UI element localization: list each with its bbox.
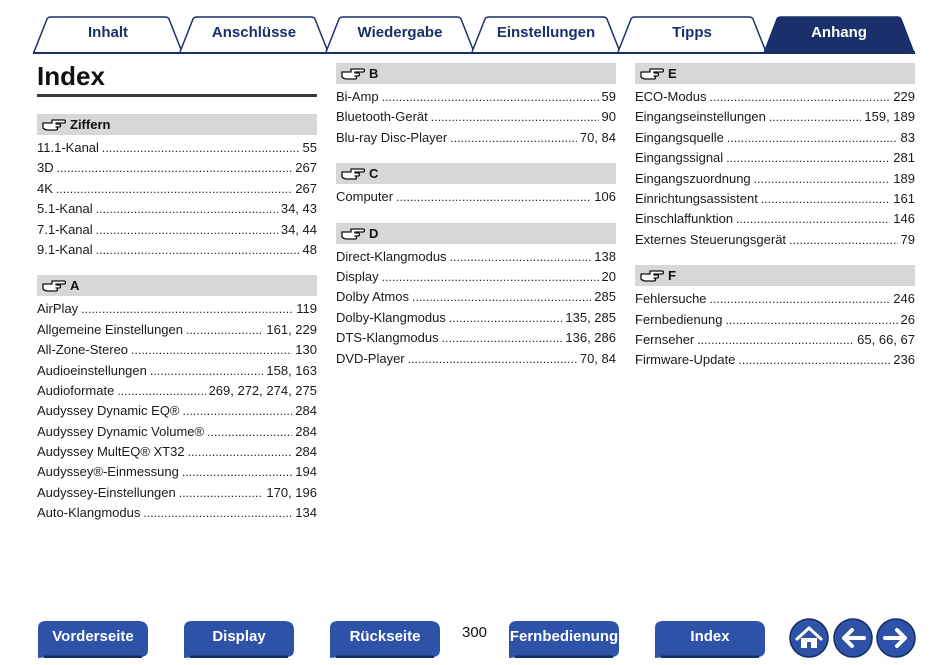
dot-leader [450, 247, 592, 267]
dot-leader [727, 128, 898, 148]
page-reference[interactable]: 267 [295, 160, 317, 176]
dot-leader [186, 320, 263, 340]
index-term: Bi-Amp [336, 89, 379, 104]
index-section [37, 275, 317, 523]
page-reference[interactable]: 34, 44 [280, 221, 317, 237]
remote-control-label: Fernbedienung [509, 628, 619, 645]
index-term: Auto-Klangmodus [37, 505, 141, 521]
dot-leader [96, 199, 278, 219]
tab-label: Anschlüsse [211, 24, 297, 41]
index-term: Direct-Klangmodus [336, 248, 447, 264]
index-term: Fehlersuche [635, 291, 707, 307]
index-entry[interactable] [635, 148, 915, 168]
index-term: 7.1-Kanal [37, 221, 93, 237]
dot-leader [96, 240, 300, 260]
index-term: Computer [336, 189, 394, 205]
index-section [635, 63, 915, 250]
home-button[interactable] [789, 618, 829, 658]
section-heading-label: C [369, 166, 379, 182]
index-term: Bluetooth-Gerät [336, 109, 428, 125]
page-reference[interactable]: 284 [295, 444, 317, 460]
pointing-hand-icon [341, 66, 365, 81]
index-entry[interactable] [336, 328, 616, 348]
index-column-2 [336, 63, 616, 384]
dot-leader [449, 308, 563, 328]
index-term: AirPlay [37, 301, 79, 317]
page-reference[interactable]: 79 [900, 231, 915, 247]
index-term: 4K [37, 180, 53, 196]
index-entry[interactable] [37, 220, 317, 240]
section-heading [336, 163, 616, 184]
page-reference[interactable]: 267 [295, 180, 317, 196]
dot-leader [182, 462, 292, 482]
page-reference[interactable]: 281 [893, 150, 915, 166]
page-title: Index [37, 61, 105, 91]
index-entry[interactable] [635, 87, 915, 107]
index-term: 11.1-Kanal [37, 140, 99, 155]
dot-leader [81, 299, 293, 319]
section-heading [336, 63, 616, 84]
page-reference[interactable]: 246 [893, 291, 915, 307]
page-reference[interactable]: 59 [601, 89, 616, 104]
index-entry[interactable] [336, 247, 616, 267]
tab-label: Einstellungen [496, 24, 596, 41]
index-section [37, 114, 317, 260]
dot-leader [102, 138, 300, 158]
index-term: Fernseher [635, 331, 695, 347]
index-entry[interactable] [635, 350, 915, 370]
dot-leader [188, 442, 293, 462]
dot-leader [150, 361, 264, 381]
section-heading-label: F [668, 268, 676, 284]
dot-leader [183, 401, 293, 421]
section-heading-label: A [70, 278, 80, 294]
dot-leader [697, 330, 854, 350]
index-entry[interactable] [37, 483, 317, 503]
tab-anhang[interactable] [763, 16, 915, 52]
index-entry[interactable] [336, 349, 616, 369]
index-term: Dolby-Klangmodus [336, 309, 446, 325]
forward-button[interactable] [876, 618, 916, 658]
page-reference[interactable]: 194 [295, 464, 317, 480]
index-term: Einschlaffunktion [635, 211, 734, 227]
index-entry[interactable] [37, 199, 317, 219]
dot-leader [769, 107, 862, 127]
index-term: Eingangseinstellungen [635, 109, 766, 125]
index-term: Externes Steuerungsgerät [635, 231, 787, 247]
index-section [336, 163, 616, 207]
index-term: Einrichtungsassistent [635, 190, 758, 206]
index-entry[interactable] [635, 209, 915, 229]
index-column-3 [635, 63, 915, 386]
tab-label: Tipps [672, 24, 712, 41]
index-term: Dolby Atmos [336, 289, 409, 305]
tab-tipps[interactable] [617, 16, 767, 52]
display-label: Display [212, 628, 266, 645]
page-reference[interactable]: 65, 66, 67 [857, 331, 915, 347]
index-term: Eingangszuordnung [635, 170, 751, 186]
title-rule [37, 94, 317, 97]
index-entry[interactable] [635, 189, 915, 209]
dot-leader [56, 179, 292, 199]
page-reference[interactable]: 83 [900, 129, 915, 145]
index-term: Fernbedienung [635, 311, 723, 327]
page-reference[interactable]: 138 [594, 248, 616, 264]
dot-leader [789, 230, 897, 250]
page-reference[interactable]: 136, 286 [565, 330, 616, 346]
dot-leader [382, 87, 599, 107]
dot-leader [450, 128, 577, 148]
page-reference[interactable]: 159, 189 [864, 109, 915, 125]
index-term: Audioeinstellungen [37, 362, 147, 378]
tab-label: Wiedergabe [357, 24, 443, 41]
index-entry[interactable] [37, 179, 317, 199]
index-term: DTS-Klangmodus [336, 330, 439, 346]
display-button[interactable] [184, 620, 294, 658]
index-entry[interactable] [635, 289, 915, 309]
index-entry[interactable] [336, 107, 616, 127]
dot-leader [207, 422, 292, 442]
back-button[interactable] [833, 618, 873, 658]
page-reference[interactable]: 170, 196 [266, 484, 317, 500]
dot-leader [725, 310, 897, 330]
section-heading-label: E [668, 66, 677, 81]
index-entry[interactable] [635, 230, 915, 250]
dot-leader [179, 483, 264, 503]
index-term: Audioformate [37, 382, 115, 398]
pointing-hand-icon [640, 66, 664, 81]
index-entry[interactable] [37, 340, 317, 360]
index-entry[interactable] [37, 422, 317, 442]
index-entry[interactable] [635, 330, 915, 350]
index-term: Firmware-Update [635, 352, 736, 368]
index-button[interactable] [655, 620, 765, 658]
index-section [336, 63, 616, 148]
pointing-hand-icon [42, 117, 66, 132]
dot-leader [761, 189, 890, 209]
index-entry[interactable] [37, 462, 317, 482]
index-entry[interactable] [37, 158, 317, 178]
index-entry[interactable] [37, 381, 317, 401]
index-term: All-Zone-Stereo [37, 342, 129, 358]
section-heading [336, 223, 616, 244]
dot-leader [754, 169, 891, 189]
index-entry[interactable] [336, 128, 616, 148]
index-term: 3D [37, 160, 54, 176]
index-entry[interactable] [336, 87, 616, 107]
index-entry[interactable] [37, 299, 317, 319]
index-section [336, 223, 616, 369]
page-reference[interactable]: 158, 163 [266, 362, 317, 378]
index-entry[interactable] [635, 107, 915, 127]
index-entry[interactable] [336, 287, 616, 307]
dot-leader [710, 289, 891, 309]
rear-panel-label: Rückseite [349, 628, 421, 645]
page-reference[interactable]: 20 [601, 268, 616, 284]
page-reference[interactable]: 285 [594, 289, 616, 305]
dot-leader [412, 287, 591, 307]
index-entry[interactable] [37, 320, 317, 340]
tab-label: Inhalt [88, 24, 128, 41]
page-reference[interactable]: 70, 84 [579, 129, 616, 145]
page-reference[interactable]: 229 [893, 89, 915, 104]
page-reference[interactable]: 161 [893, 190, 915, 206]
index-term: 5.1-Kanal [37, 201, 93, 217]
index-entry[interactable] [635, 169, 915, 189]
front-panel-label: Vorderseite [52, 628, 134, 645]
rear-panel-button[interactable] [330, 620, 440, 658]
dot-leader [382, 267, 599, 287]
index-term: Audyssey MultEQ® XT32 [37, 444, 185, 460]
page-reference[interactable]: 189 [893, 170, 915, 186]
index-section [635, 265, 915, 371]
home-icon [789, 618, 829, 658]
index-entry[interactable] [336, 187, 616, 207]
page-reference[interactable]: 161, 229 [266, 321, 317, 337]
pointing-hand-icon [341, 166, 365, 181]
tab-inhalt[interactable] [33, 16, 183, 52]
dot-leader [408, 349, 577, 369]
index-entry[interactable] [37, 361, 317, 381]
section-heading [635, 265, 915, 286]
dot-leader [710, 87, 891, 107]
arrow-right-icon [876, 618, 916, 658]
index-entry[interactable] [635, 128, 915, 148]
tab-einstellungen[interactable] [471, 16, 621, 52]
pointing-hand-icon [42, 278, 66, 293]
dot-leader [143, 503, 292, 523]
section-heading [37, 114, 317, 135]
index-entry[interactable] [37, 401, 317, 421]
index-entry[interactable] [37, 240, 317, 260]
dot-leader [738, 350, 890, 370]
remote-control-button[interactable] [509, 620, 619, 658]
index-term: Audyssey-Einstellungen [37, 484, 176, 500]
dot-leader [442, 328, 563, 348]
section-heading-label: D [369, 225, 379, 241]
page-reference[interactable]: 284 [295, 403, 317, 419]
index-term: 9.1-Kanal [37, 241, 93, 257]
index-term: Audyssey Dynamic Volume® [37, 423, 205, 439]
page-reference[interactable]: 90 [601, 109, 616, 125]
dot-leader [57, 158, 293, 178]
index-column-1 [37, 114, 317, 539]
page-reference[interactable]: 134 [295, 505, 317, 521]
top-tab-bar [33, 16, 915, 54]
index-term: Eingangsquelle [635, 129, 724, 145]
page-reference[interactable]: 26 [900, 311, 915, 327]
index-entry[interactable] [336, 267, 616, 287]
front-panel-button[interactable] [38, 620, 148, 658]
section-heading [635, 63, 915, 84]
dot-leader [431, 107, 599, 127]
index-term: Audyssey Dynamic EQ® [37, 403, 180, 419]
index-term: Blu-ray Disc-Player [336, 129, 448, 145]
section-heading-label: B [369, 66, 379, 81]
page-reference[interactable]: 269, 272, 274, 275 [208, 382, 317, 398]
index-term: Eingangssignal [635, 150, 724, 166]
page-reference[interactable]: 48 [302, 241, 317, 257]
page-reference[interactable]: 119 [296, 301, 317, 317]
page-reference[interactable]: 55 [302, 140, 317, 155]
pointing-hand-icon [341, 226, 365, 241]
index-term: DVD-Player [336, 350, 405, 366]
page-reference[interactable]: 236 [893, 352, 915, 368]
arrow-left-icon [833, 618, 873, 658]
index-entry[interactable] [635, 310, 915, 330]
index-term: Audyssey®-Einmessung [37, 464, 179, 480]
tab-wiedergabe[interactable] [325, 16, 475, 52]
page-reference[interactable]: 284 [295, 423, 317, 439]
dot-leader [96, 220, 278, 240]
tab-anschluesse[interactable] [179, 16, 329, 52]
page-reference[interactable]: 146 [893, 211, 915, 227]
dot-leader [396, 187, 591, 207]
index-entry[interactable] [37, 138, 317, 158]
dot-leader [117, 381, 205, 401]
section-heading-label: Ziffern [70, 117, 111, 132]
dot-leader [131, 340, 292, 360]
index-term: Allgemeine Einstellungen [37, 321, 183, 337]
index-entry[interactable] [37, 442, 317, 462]
pointing-hand-icon [640, 268, 664, 283]
index-term: ECO-Modus [635, 89, 707, 104]
index-term: Display [336, 268, 379, 284]
page-reference[interactable]: 34, 43 [280, 201, 317, 217]
page-reference[interactable]: 106 [594, 189, 616, 205]
section-heading [37, 275, 317, 296]
index-entry[interactable] [37, 503, 317, 523]
page-reference[interactable]: 130 [295, 342, 317, 358]
page-reference[interactable]: 135, 285 [565, 309, 616, 325]
tab-label: Anhang [811, 24, 867, 41]
page-number: 300 [462, 624, 488, 641]
index-label: Index [690, 628, 730, 645]
dot-leader [726, 148, 890, 168]
page-reference[interactable]: 70, 84 [579, 350, 616, 366]
index-entry[interactable] [336, 308, 616, 328]
dot-leader [736, 209, 890, 229]
